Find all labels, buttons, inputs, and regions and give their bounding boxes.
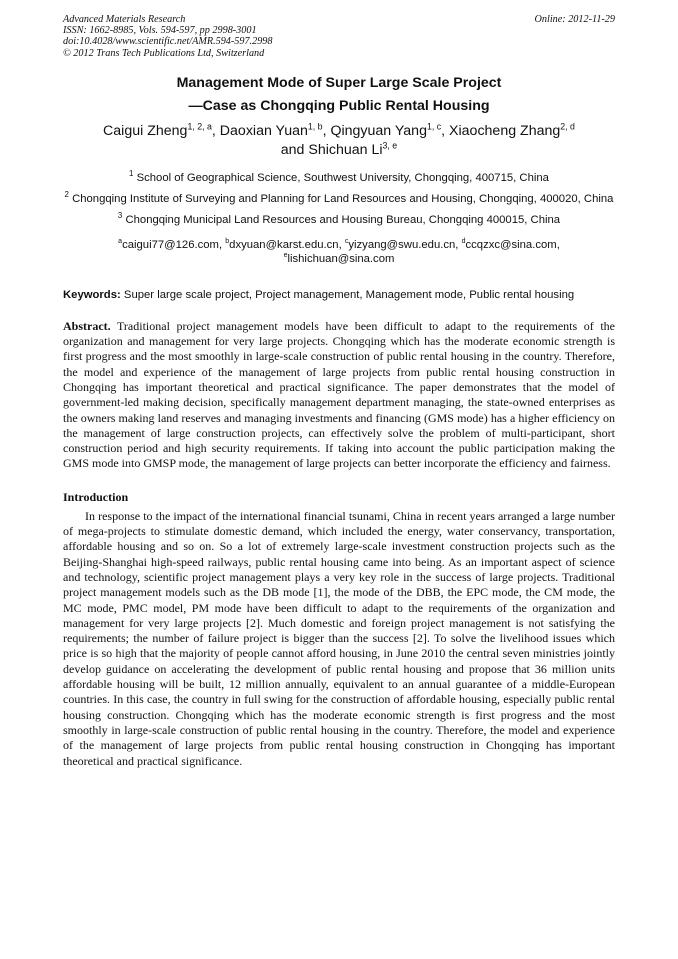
abstract: [63, 319, 615, 472]
email-address[interactable]: $^d$ccqzxc@sina.com,: [461, 238, 560, 251]
author: and Shichuan Li$^{3, e}$: [280, 140, 398, 158]
author-list: [63, 122, 615, 160]
affiliation: $^2$ Chongqing Institute of Surveying and Planning for Land Resources and Housing, Chongqing, 400020, China: [64, 190, 614, 205]
email-address[interactable]: $^a$caigui77@126.com,: [118, 238, 226, 251]
journal-doi: doi:10.4028/www.scientific.net/AMR.594-597.2998: [63, 36, 273, 48]
author: Qingyuan Yang$^{1, c}$,: [330, 121, 450, 139]
journal-name: Advanced Materials Research: [63, 14, 186, 25]
email-address[interactable]: $^c$yizyang@swu.edu.cn,: [344, 238, 462, 251]
affiliation: $^3$ Chongqing Municipal Land Resources and Housing Bureau, Chongqing 400015, China: [117, 211, 561, 226]
journal-header: [63, 14, 615, 59]
affiliation: $^1$ School of Geographical Science, Southwest University, Chongqing, 400715, China: [129, 169, 549, 184]
author: Daoxian Yuan$^{1, b}$,: [219, 121, 331, 139]
email-address[interactable]: $^e$lishichuan@sina.com: [283, 252, 395, 265]
abstract-text: Traditional project management models have been difficult to adapt to the requirements of the organization and management for very large projects. Chongqing which has the moderate economic strength is first progress and the most smoothly in large-scale construction of public rental housing in the country. Therefore, the model and experience of the management of large projects from public rental housing construction in Chongqing has important theoretical and practical significance. The paper demonstrates that the model of government-led making decision, specifically management department managing, the state-owned enterprises as the owners making land reserves and managing investments and financing (GMS mode) has a higher efficiency on the management of large construction projects, can effectively solve the problem of multi-participant, short construction period and high security requirements. If taking into account the public participation making the GMS mode into GMSP mode, the management of large projects can better incorporate the efficiency and fairness.: [63, 318, 615, 471]
keywords: [63, 288, 615, 302]
introduction-paragraph: In response to the impact of the international financial tsunami, China in recent years arranged a large number of mega-projects to stimulate domestic demand, which included the energy, water conservancy, transportation, affordable housing and so on. So a lot of extremely large-scale investment construction projects such as the Beijing-Shanghai high-speed railways, public rental housing came into being. As an important aspect of science and technology, scientific project management plays a very key role in the success of large projects. Traditional project management models such as the DB mode [1], the mode of the DBB, the EPC mode, the CM mode, the MC mode, PMC model, PM mode have been difficult to adapt to the requirements of the organization and management for very large projects [2]. Much domestic and foreign project management is not satisfying the requirements; the number of failure project is bigger than the success [2]. To solve the livelihood issues which price is so high that the majority of people cannot afford housing, in June 2010 the central seven ministries jointly develop guidance on accelerating the development of public rental housing and propose that 36 million units affordable housing will be built, 12 million annually, equivalent to an annual guarantee of a middle-European countries. In this case, the country in full swing for the construction of affordable housing, especially public rental housing construction. Chongqing which has the moderate economic strength is first progress and the most smoothly in large-scale construction of public rental housing in the country. Therefore, the model and experience of the management of large projects from public rental housing construction in Chongqing has important theoretical and practical significance.: [63, 508, 615, 768]
journal-copyright: © 2012 Trans Tech Publications Ltd, Switzerland: [63, 47, 265, 59]
keywords-label: Keywords:: [63, 288, 121, 301]
author: Caigui Zheng$^{1, 2, a}$,: [103, 121, 220, 139]
email-address[interactable]: $^b$dxyuan@karst.edu.cn,: [225, 238, 345, 251]
author: Xiaocheng Zhang$^{2, d}$: [449, 121, 575, 139]
keywords-text: Super large scale project, Project management, Management mode, Public rental housing: [123, 288, 575, 301]
paper-title: Management Mode of Super Large Scale Project: [176, 74, 502, 91]
section-heading: Introduction: [63, 489, 129, 504]
journal-issn: ISSN: 1662-8985, Vols. 594-597, pp 2998-3001: [63, 25, 257, 37]
abstract-label: Abstract.: [63, 318, 111, 333]
online-date: Online: 2012-11-29: [534, 14, 615, 25]
paper-subtitle: —Case as Chongqing Public Rental Housing: [188, 97, 490, 114]
email-list: [63, 238, 615, 266]
